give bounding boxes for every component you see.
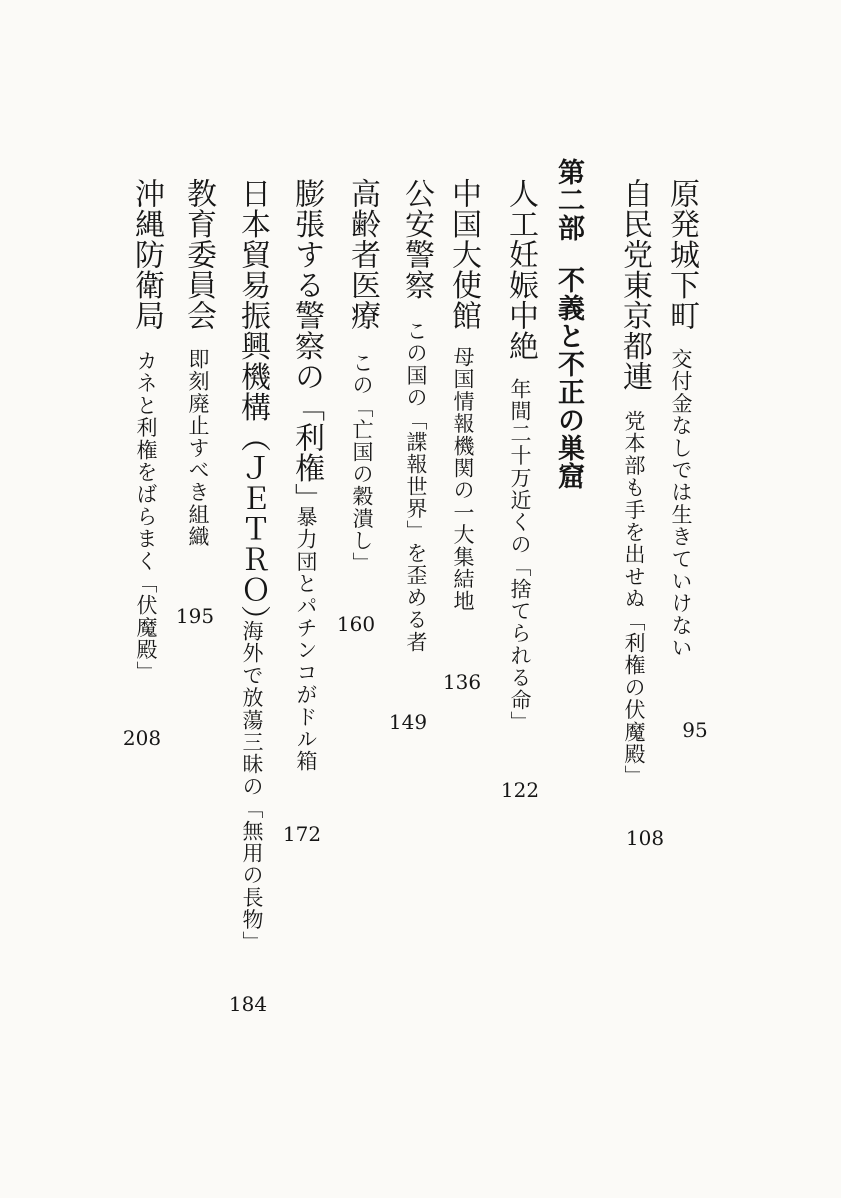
toc-entry	[283, 178, 329, 514]
toc-entry-subtitle	[283, 506, 329, 772]
toc-entry-subtitle	[611, 410, 657, 787]
entry-subtitle: この国の「諜報世界」を歪める者	[404, 320, 428, 653]
entry-subtitle: 交付金なしでは生きていけない	[669, 348, 693, 659]
toc-entry	[658, 178, 704, 331]
entry-subtitle: 海外で放蕩三昧の「無用の長物」	[240, 620, 264, 953]
entry-title: 原発城下町	[664, 178, 699, 331]
entry-subtitle: 党本部も手を出せぬ「利権の伏魔殿」	[622, 410, 646, 788]
entry-page-number: 208	[122, 726, 162, 750]
entry-title: 人工妊娠中絶	[503, 178, 538, 361]
entry-page-number: 172	[282, 822, 322, 846]
toc-entry	[393, 178, 439, 300]
toc-entry-subtitle	[658, 348, 704, 659]
entry-title: 膨張する警察の「利権」	[289, 178, 324, 514]
entry-page-number: 149	[388, 710, 428, 734]
part-number: 第二部	[553, 158, 584, 242]
entry-page-number: 95	[682, 718, 708, 742]
entry-title: 高齢者医療	[345, 178, 380, 331]
toc-entry	[229, 178, 275, 636]
toc-entry-subtitle	[123, 350, 169, 683]
entry-subtitle: カネと利権をばらまく「伏魔殿」	[134, 350, 158, 683]
entry-title: 公安警察	[399, 178, 434, 300]
entry-page-number: 136	[442, 670, 482, 694]
entry-subtitle: 暴力団とパチンコがドル箱	[294, 506, 318, 773]
entry-page-number: 160	[336, 612, 376, 636]
toc-entry-subtitle	[339, 352, 385, 574]
toc-entry	[339, 178, 385, 331]
toc-entry-subtitle	[497, 378, 543, 733]
toc-entry	[611, 178, 657, 392]
toc-entry	[497, 178, 543, 361]
toc-entry-subtitle	[393, 320, 439, 653]
entry-title: 教育委員会	[181, 178, 216, 331]
part-title: 不義と不正の巣窟	[553, 266, 584, 490]
entry-page-number: 108	[625, 826, 665, 850]
entry-subtitle: この「亡国の穀潰し」	[350, 352, 374, 574]
entry-subtitle: 即刻廃止すべき組織	[186, 348, 210, 548]
toc-entry	[175, 178, 221, 331]
entry-title: 自民党東京都連	[617, 178, 652, 392]
entry-page-number: 184	[228, 992, 268, 1016]
toc-entry-subtitle	[440, 346, 486, 612]
entry-title: 中国大使館	[446, 178, 481, 331]
toc-entry	[440, 178, 486, 331]
part-heading	[545, 158, 591, 490]
toc-entry-subtitle	[229, 620, 275, 953]
entry-subtitle: 母国情報機関の一大集結地	[451, 346, 475, 613]
entry-title: 沖縄防衛局	[129, 178, 164, 331]
entry-page-number: 195	[175, 604, 215, 628]
entry-title: 日本貿易振興機構（ＪＥＴＲＯ）	[235, 178, 270, 636]
entry-page-number: 122	[500, 778, 540, 802]
entry-subtitle: 年間二十万近くの「捨てられる命」	[508, 378, 532, 734]
toc-entry	[123, 178, 169, 331]
toc-entry-subtitle	[175, 348, 221, 548]
